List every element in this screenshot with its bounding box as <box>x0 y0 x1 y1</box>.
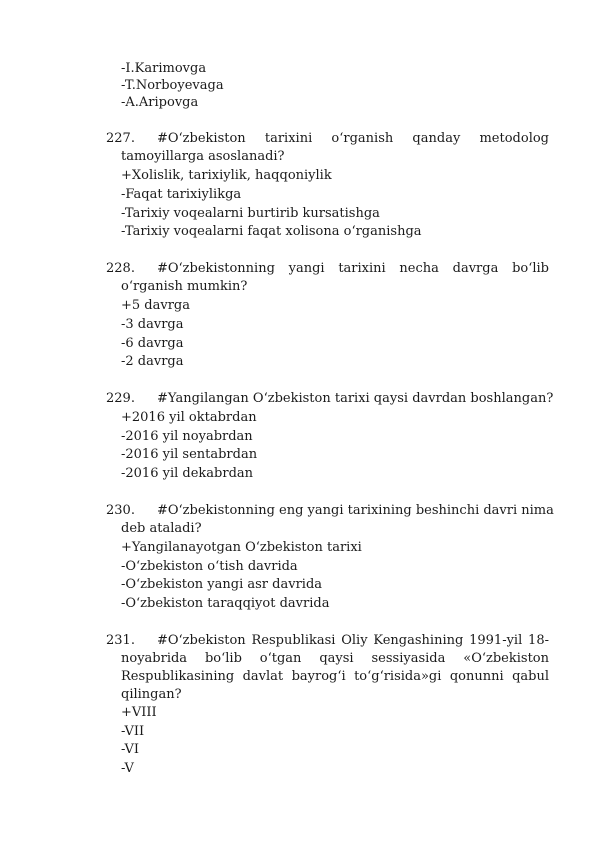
answer-option: -Tarixiy voqealarni faqat xolisona o‘rganishga <box>121 224 422 239</box>
answer-option: -V <box>121 761 134 776</box>
question-number: 228. <box>106 261 135 276</box>
answer-option: -2016 yil noyabrdan <box>121 429 253 444</box>
question-text-line: deb ataladi? <box>121 521 202 536</box>
question-text-line: tamoyillarga asoslanadi? <box>121 149 285 164</box>
question-text-line: noyabrida bo‘lib o‘tgan qaysi sessiyasida «O‘zbekiston <box>121 651 549 666</box>
answer-option: -2016 yil sentabrdan <box>121 447 258 462</box>
answer-option: -3 davrga <box>121 317 184 332</box>
answer-option: +VIII <box>121 705 157 720</box>
answer-option: +Yangilanayotgan O‘zbekiston tarixi <box>121 540 362 555</box>
question-text-line: #O‘zbekistonning yangi tarixini necha davrga bo‘lib <box>157 261 549 276</box>
question-number: 231. <box>106 633 135 648</box>
answer-option: -2016 yil dekabrdan <box>121 466 254 481</box>
answer-option: +Xolislik, tarixiylik, haqqoniylik <box>121 168 332 183</box>
answer-option: +2016 yil oktabrdan <box>121 410 257 425</box>
question-number: 230. <box>106 503 135 518</box>
answer-option: -O‘zbekiston taraqqiyot davrida <box>121 596 330 611</box>
answer-option: -T.Norboyevaga <box>121 78 224 93</box>
question-text-line: #O‘zbekiston Respublikasi Oliy Kengashining 1991-yil 18- <box>157 633 549 648</box>
answer-option: +5 davrga <box>121 298 190 313</box>
question-text-line: #O‘zbekistonning eng yangi tarixining beshinchi davri nima <box>157 503 554 518</box>
answer-option: -2 davrga <box>121 354 184 369</box>
answer-option: -Faqat tarixiylikga <box>121 187 242 202</box>
answer-option: -VII <box>121 724 145 739</box>
question-text-line: #Yangilangan O‘zbekiston tarixi qaysi davrdan boshlangan? <box>157 391 554 406</box>
answer-option: -Tarixiy voqealarni burtirib kursatishga <box>121 206 380 221</box>
answer-option: -6 davrga <box>121 336 184 351</box>
question-text-line: o‘rganish mumkin? <box>121 279 248 294</box>
answer-option: -O‘zbekiston yangi asr davrida <box>121 577 323 592</box>
answer-option: -VI <box>121 742 139 757</box>
question-number: 229. <box>106 391 135 406</box>
answer-option: -A.Aripovga <box>121 95 199 110</box>
question-text-line: #O‘zbekiston tarixini o‘rganish qanday metodolog <box>157 131 549 146</box>
question-text-line: Respublikasining davlat bayrog‘i to‘g‘risida»gi qonunni qabul <box>121 669 549 684</box>
answer-option: -O‘zbekiston o‘tish davrida <box>121 559 298 574</box>
question-text-line: qilingan? <box>121 687 182 702</box>
answer-option: -I.Karimovga <box>121 61 207 76</box>
question-number: 227. <box>106 131 135 146</box>
